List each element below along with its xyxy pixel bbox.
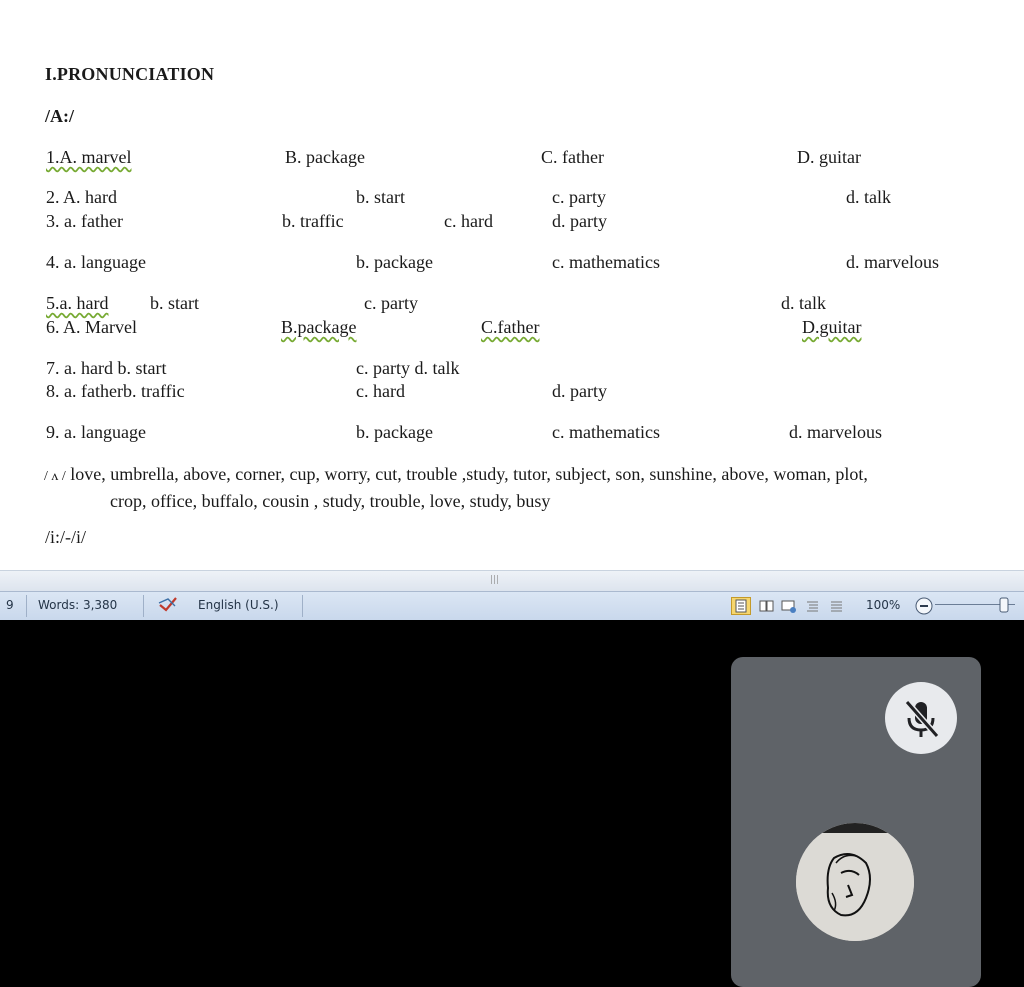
row3-option-c: c. hard xyxy=(444,211,493,231)
web-layout-view-icon[interactable] xyxy=(779,597,799,615)
row4-option-b: b. package xyxy=(356,252,433,272)
row5-option-d: d. talk xyxy=(781,293,826,313)
row1-option-d: D. guitar xyxy=(797,147,861,167)
row1-option-c: C. father xyxy=(541,147,604,167)
proofing-icon[interactable] xyxy=(157,595,179,618)
row9-option-d: d. marvelous xyxy=(789,422,882,442)
short-a-line-2: crop, office, buffalo, cousin , study, trouble, love, study, busy xyxy=(110,491,551,511)
row6-option-d: D.guitar xyxy=(802,317,862,337)
full-screen-reading-view-icon[interactable] xyxy=(757,597,777,615)
page-number[interactable]: 9 xyxy=(6,598,14,612)
row8-options-ab: 8. a. fatherb. traffic xyxy=(46,381,185,401)
row1-option-a: 1.A. marvel xyxy=(46,147,132,167)
row1-option-b: B. package xyxy=(285,147,365,167)
row5-option-b: b. start xyxy=(150,293,199,313)
row2-option-d: d. talk xyxy=(846,187,891,207)
mic-muted-icon[interactable] xyxy=(885,682,957,754)
row5-option-a: 5.a. hard xyxy=(46,293,109,313)
row4-option-d: d. marvelous xyxy=(846,252,939,272)
print-layout-view-icon[interactable] xyxy=(731,597,751,615)
sound-heading-i: /i:/-/i/ xyxy=(45,527,87,547)
scrollbar-grip-icon[interactable]: ||| xyxy=(490,575,500,585)
row9-option-c: c. mathematics xyxy=(552,422,660,442)
participant-avatar xyxy=(796,823,914,941)
zoom-slider-thumb[interactable] xyxy=(998,596,1010,617)
word-count[interactable]: Words: 3,380 xyxy=(38,598,118,612)
row6-option-a: 6. A. Marvel xyxy=(46,317,137,337)
row9-option-a: 9. a. language xyxy=(46,422,146,442)
section-heading: I.PRONUNCIATION xyxy=(45,64,215,84)
row2-option-a: 2. A. hard xyxy=(46,187,117,207)
row8-option-d: d. party xyxy=(552,381,607,401)
row3-option-a: 3. a. father xyxy=(46,211,123,231)
row5-option-c: c. party xyxy=(364,293,418,313)
draft-view-icon[interactable] xyxy=(827,597,847,615)
row9-option-b: b. package xyxy=(356,422,433,442)
sound-heading-a-long: /A:/ xyxy=(45,106,74,126)
status-bar xyxy=(0,591,1024,620)
row3-option-d: d. party xyxy=(552,211,607,231)
horizontal-scrollbar[interactable] xyxy=(0,570,1024,591)
short-a-word-list xyxy=(44,462,1024,513)
outline-view-icon[interactable] xyxy=(803,597,823,615)
row6-option-c: C.father xyxy=(481,317,540,337)
sound-label-short-a: / ʌ / xyxy=(44,469,66,484)
row4-option-a: 4. a. language xyxy=(46,252,146,272)
zoom-level[interactable]: 100% xyxy=(866,598,901,612)
row2-option-b: b. start xyxy=(356,187,405,207)
row7-options-ab: 7. a. hard b. start xyxy=(46,358,167,378)
row7-options-cd: c. party d. talk xyxy=(356,358,460,378)
status-separator xyxy=(26,595,27,617)
row3-option-b: b. traffic xyxy=(282,211,344,231)
row6-option-b: B.package xyxy=(281,317,357,337)
status-separator xyxy=(143,595,144,617)
status-separator xyxy=(302,595,303,617)
language-indicator[interactable]: English (U.S.) xyxy=(198,598,279,612)
short-a-line-1: love, umbrella, above, corner, cup, worry, cut, trouble ,study, tutor, subject, son, sunshine, above, woman, plot, xyxy=(70,464,868,484)
row8-option-c: c. hard xyxy=(356,381,405,401)
row2-option-c: c. party xyxy=(552,187,606,207)
row4-option-c: c. mathematics xyxy=(552,252,660,272)
zoom-out-icon[interactable] xyxy=(914,596,934,619)
